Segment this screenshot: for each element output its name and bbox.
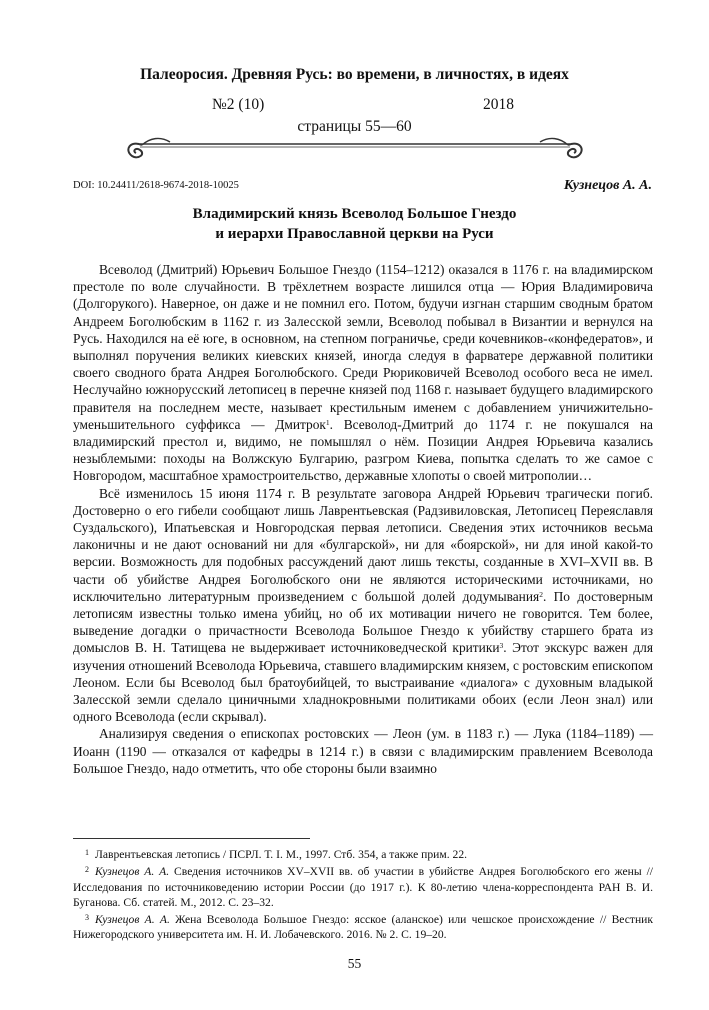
article-body [73,261,653,777]
footnote-3: $^3$ Кузнецов А. А. Жена Всеволода Большое Гнездо: ясское (аланское) или чешское происхождение // Вестник Нижегородского университета им. Н. И. Лобачевского. 2016. № 2. С. 19–20. [73,913,653,942]
article-title-line2: и иерархи Православной церкви на Руси [215,226,494,242]
ornament-divider [120,130,590,166]
journal-title: Палеоросия. Древняя Русь: во времени, в личностях, в идеях [140,66,569,83]
doi: DOI: 10.24411/2618-9674-2018-10025 [73,180,239,191]
footnote-2: $^2$ Кузнецов А. А. Сведения источников XV–XVII вв. об участии в убийстве Андрея Боголюбского его жены // Исследования по источниковедению истории России (до 1917 г.). К 80-летию члена-корреспондента РАН В. И. Буганова. Сб. статей. М., 2012. С. 23–32. [73,865,654,909]
footnote-rule [73,838,310,839]
article-title-line1: Владимирский князь Всеволод Большое Гнездо [192,206,517,222]
footnote-ref-1[interactable]: 1 [325,417,330,427]
issue-year: 2018 [483,96,514,113]
paragraph-2: Всё изменилось 15 июня 1174 г. В результате заговора Андрей Юрьевич трагически погиб. Достоверно о его гибели сообщают лишь Лаврентьевская (Радзивиловская, Летописец Переяславля Суздальского), Ипатьевская и Новгородская первая летописи. Сведения этих источников весьма лаконичны и не дают оснований ни для «булгарской», ни для «боярской», ни для иной какой-то версии. Возможность для подобных рассуждений дают лишь тексты, созданные в XVI–XVII вв. В части об убийстве Андрея Боголюбского они не являются историческими источниками, но исключительно литературным произведением с большой долей додумывания$^2$. По достоверным летописям известны только имена убийц, но об их мотивации ничего не говорится. Тем более, выведение догадки о причастности Всеволода Большое Гнездо к убийству старшего брата из домыслов В. Н. Татищева не выдерживает источниковедческой критики$^3$. Этот экскурс важен для изучения отношений Всеволода Юрьевича, ставшего владимирским князем, с ростовским епископом Леоном. Если бы Всеволод был братоубийцей, то выстраивание «диалога» с духовным владыкой Залесской земли сделало циничными хладнокровными политиками обоих (если Леон знал) или одного Всеволода (если скрывал). [73,485,653,725]
footnote-ref-3[interactable]: 3 [499,641,504,651]
page-range: страницы 55—60 [297,118,412,135]
footnote-ref-2[interactable]: 2 [539,589,543,599]
footnotes [73,845,653,943]
paragraph-1: Всеволод (Дмитрий) Юрьевич Большое Гнездо (1154–1212) оказался в 1176 г. на владимирском престоле по воле случайности. В трёхлетнем возрасте лишился отца — Юрия Владимировича (Долгорукого). Наверное, он даже и не помнил его. Потом, будучи изгнан старшим сводным братом Андреем Боголюбским в 1162 г. из Залесской земли, Всеволод побывал в Византии и вернулся на Русь. Находился на её юге, в основном, на степном пограничье, среди кочевников-«конфедератов», и выполнял поручения великих киевских князей, иногда следуя в фарватере державной политики своего сводного брата Андрея Боголюбского. Среди Рюриковичей Всеволод особого веса не имел. Неслучайно южнорусский летописец в перечне князей под 1168 г. называет будущего владимирского правителя на последнем месте, называет крестильным именем с добавлением уничижительно-уменьшительного суффикса — Дмитрок$^1$. Всеволод-Дмитрий до 1174 г. не покушался на владимирский престол и, видимо, не помышлял о нём. Позиции Андрея Юрьевича казались незыблемыми: походы на Волжскую Булгарию, разгром Киева, попытка сделать то же самое с Новгородом, масштабное храмостроительство, державные хлопоты о своей митрополии… [73,262,653,484]
footnote-1: $^1$ Лаврентьевская летопись / ПСРЛ. Т. I. М., 1997. Стб. 354, а также прим. 22. [85,848,468,861]
issue-number: №2 (10) [212,96,265,113]
page-number: 55 [347,956,362,971]
paragraph-3: Анализируя сведения о епископах ростовских — Леон (ум. в 1183 г.) — Лука (1184–1189) — Иоанн (1190 — отказался от кафедры в 1214 г.) в связи с владимирским правлением Всеволода Большое Гнездо, надо отметить, что обе стороны были взаимно [73,726,653,776]
author: Кузнецов А. А. [563,178,652,193]
